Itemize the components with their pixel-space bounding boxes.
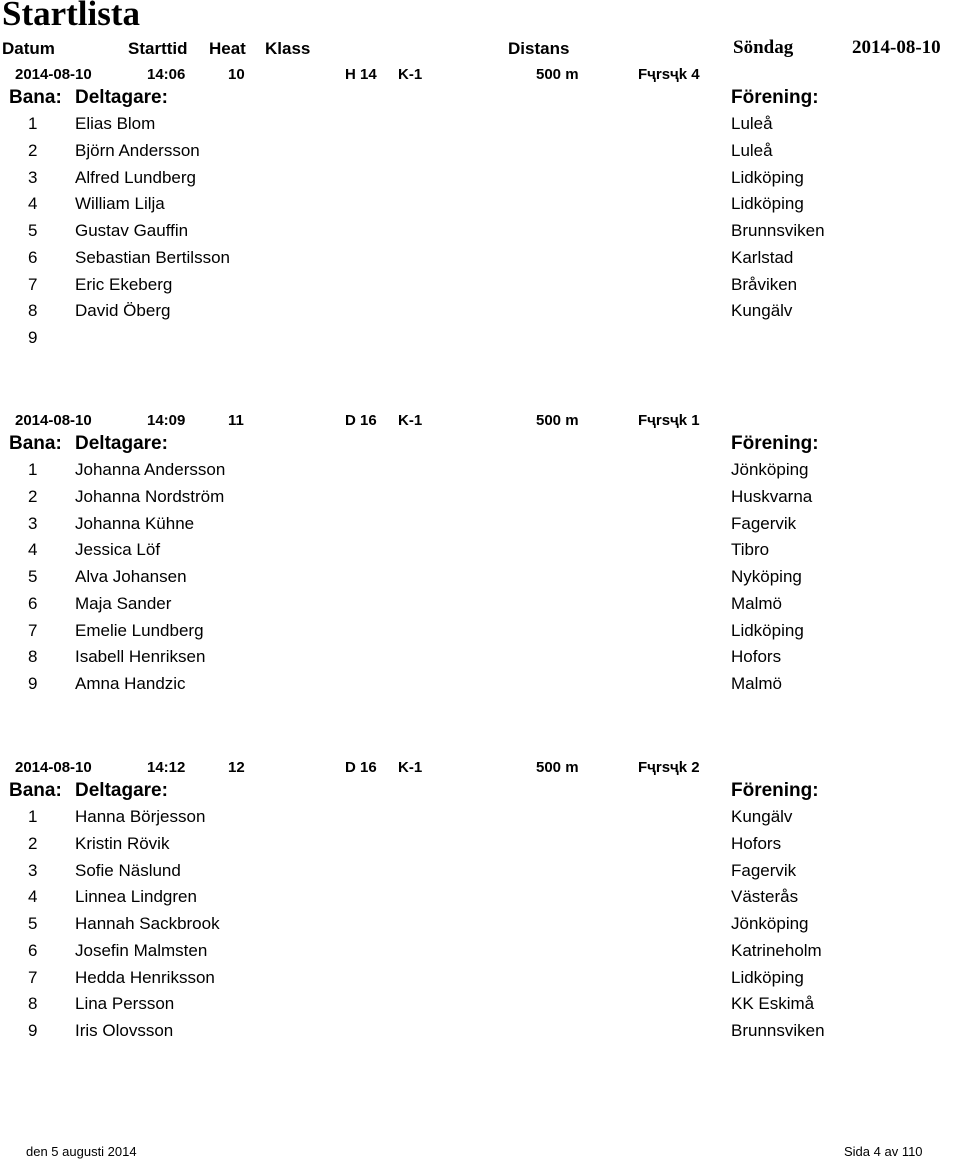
club-name: Hofors: [731, 647, 782, 667]
lane-number: 4: [28, 194, 38, 214]
club-name: Västerås: [731, 887, 799, 907]
participant-name: Johanna Kühne: [75, 513, 195, 533]
entry-row: [0, 114, 960, 141]
club-name: Bråviken: [731, 274, 798, 294]
heat-class: D 16: [345, 759, 377, 776]
label-bana: Bana:: [9, 87, 62, 108]
participant-name: Elias Blom: [75, 114, 156, 133]
heat-distance: 500 m: [536, 66, 579, 83]
header-heat: Heat: [209, 39, 246, 58]
heat-number: 12: [228, 759, 245, 776]
heat-boat-type: K-1: [398, 412, 423, 429]
club-name: Kungälv: [731, 807, 793, 826]
participant-name: Alva Johansen: [75, 567, 187, 586]
lane-number: 7: [28, 620, 38, 640]
entry-row: [0, 514, 960, 541]
participant-name: Jessica Löf: [75, 540, 161, 560]
participant-name: William Lilja: [75, 194, 165, 214]
entry-row: [0, 487, 960, 514]
heat-start-time: 14:06: [147, 66, 186, 83]
club-name: Huskvarna: [731, 486, 813, 506]
label-forening: Förening:: [731, 433, 819, 454]
participant-name: Sebastian Bertilsson: [75, 247, 230, 267]
participant-name: Isabell Henriksen: [75, 647, 206, 667]
participant-name: Josefin Malmsten: [75, 940, 208, 960]
entry-row: [0, 328, 960, 355]
entry-row: [0, 168, 960, 195]
participant-name: Hedda Henriksson: [75, 967, 215, 987]
entry-row: [0, 301, 960, 328]
lane-number: 4: [28, 887, 38, 907]
club-name: Lidköping: [731, 167, 804, 187]
label-forening: Förening:: [731, 780, 819, 801]
lane-number: 1: [28, 460, 38, 479]
participant-name: Iris Olovsson: [75, 1021, 174, 1040]
participant-name: Johanna Andersson: [75, 460, 226, 479]
entry-row: [0, 807, 960, 834]
entry-row: [0, 621, 960, 648]
label-forening: Förening:: [731, 87, 819, 108]
heat-round: Fҷrsҷk 2: [638, 759, 700, 776]
lane-number: 1: [28, 114, 38, 133]
club-name: Luleå: [731, 140, 773, 160]
lane-number: 6: [28, 940, 38, 960]
participant-name: Gustav Gauffin: [75, 221, 189, 240]
entry-row: [0, 1021, 960, 1048]
lane-number: 3: [28, 167, 38, 187]
club-name: Hofors: [731, 833, 782, 853]
lane-number: 3: [28, 513, 38, 533]
lane-number: 6: [28, 593, 38, 613]
participant-name: Emelie Lundberg: [75, 620, 204, 640]
label-deltagare: Deltagare:: [75, 87, 168, 108]
label-bana: Bana:: [9, 433, 62, 454]
heat-number: 10: [228, 66, 245, 83]
lane-number: 9: [28, 674, 38, 693]
club-name: Lidköping: [731, 620, 804, 640]
entry-row: [0, 567, 960, 594]
heat-start-time: 14:12: [147, 759, 186, 776]
participant-name: Hanna Börjesson: [75, 807, 206, 826]
lane-number: 8: [28, 994, 38, 1014]
entry-row: [0, 594, 960, 621]
club-name: Jönköping: [731, 460, 809, 479]
page-title: Startlista: [2, 0, 141, 33]
participant-name: Lina Persson: [75, 994, 175, 1014]
entry-row: [0, 194, 960, 221]
heat-round: Fҷrsҷk 1: [638, 412, 700, 429]
entry-row: [0, 460, 960, 487]
club-name: Fagervik: [731, 860, 797, 880]
entry-row: [0, 994, 960, 1021]
lane-number: 9: [28, 1021, 38, 1040]
participant-name: Björn Andersson: [75, 140, 200, 160]
lane-number: 7: [28, 967, 38, 987]
entry-row: [0, 275, 960, 302]
club-name: Nyköping: [731, 567, 802, 586]
lane-number: 5: [28, 567, 38, 586]
heat-block: [0, 66, 960, 411]
club-name: Brunnsviken: [731, 221, 825, 240]
club-name: Lidköping: [731, 967, 804, 987]
entry-row: [0, 647, 960, 674]
heat-boat-type: K-1: [398, 66, 423, 83]
club-name: Fagervik: [731, 513, 797, 533]
lane-number: 5: [28, 221, 38, 240]
participant-name: Amna Handzic: [75, 674, 186, 693]
entry-row: [0, 540, 960, 567]
label-deltagare: Deltagare:: [75, 433, 168, 454]
lane-number: 4: [28, 540, 38, 560]
club-name: Lidköping: [731, 194, 804, 214]
header-distans: Distans: [508, 39, 570, 58]
club-name: Katrineholm: [731, 940, 822, 960]
club-name: Luleå: [731, 114, 773, 133]
lane-number: 9: [28, 328, 38, 347]
footer-date: den 5 augusti 2014: [26, 1144, 137, 1159]
entry-row: [0, 834, 960, 861]
entry-row: [0, 887, 960, 914]
club-name: Karlstad: [731, 247, 794, 267]
club-name: Malmö: [731, 593, 783, 613]
entry-row: [0, 221, 960, 248]
heat-boat-type: K-1: [398, 759, 423, 776]
heat-block: [0, 759, 960, 1104]
participant-name: Linnea Lindgren: [75, 887, 197, 907]
entry-row: [0, 141, 960, 168]
participant-name: Alfred Lundberg: [75, 167, 196, 187]
entry-row: [0, 941, 960, 968]
heat-date: 2014-08-10: [15, 66, 92, 83]
heat-distance: 500 m: [536, 759, 579, 776]
entry-row: [0, 861, 960, 888]
club-name: Brunnsviken: [731, 1021, 825, 1040]
participant-name: Kristin Rövik: [75, 833, 170, 853]
lane-number: 1: [28, 807, 38, 826]
participant-name: David Öberg: [75, 301, 171, 321]
lane-number: 8: [28, 301, 38, 321]
label-deltagare: Deltagare:: [75, 780, 168, 801]
lane-number: 6: [28, 247, 38, 267]
heat-start-time: 14:09: [147, 412, 186, 429]
lane-number: 2: [28, 140, 38, 160]
footer-page-number: Sida 4 av 110: [844, 1144, 923, 1159]
header-datum: Datum: [2, 39, 55, 58]
header-klass: Klass: [265, 39, 311, 58]
participant-name: Maja Sander: [75, 593, 172, 613]
club-name: Jönköping: [731, 914, 809, 933]
heat-class: D 16: [345, 412, 377, 429]
participant-name: Sofie Näslund: [75, 860, 181, 880]
lane-number: 2: [28, 486, 38, 506]
heat-date: 2014-08-10: [15, 759, 92, 776]
header-day: Söndag: [733, 37, 794, 58]
heat-date: 2014-08-10: [15, 412, 92, 429]
heat-round: Fҷrsҷk 4: [638, 66, 700, 83]
heat-distance: 500 m: [536, 412, 579, 429]
heat-block: [0, 412, 960, 757]
entry-row: [0, 914, 960, 941]
header-starttid: Starttid: [128, 39, 188, 58]
club-name: KK Eskimå: [731, 994, 815, 1014]
entry-row: [0, 674, 960, 701]
entry-row: [0, 968, 960, 995]
club-name: Tibro: [731, 540, 770, 560]
club-name: Malmö: [731, 674, 783, 693]
heat-class: H 14: [345, 66, 377, 83]
lane-number: 8: [28, 647, 38, 667]
header-date: 2014-08-10: [852, 37, 941, 58]
lane-number: 2: [28, 833, 38, 853]
lane-number: 3: [28, 860, 38, 880]
participant-name: Hannah Sackbrook: [75, 914, 220, 933]
entry-row: [0, 248, 960, 275]
participant-name: Eric Ekeberg: [75, 274, 173, 294]
label-bana: Bana:: [9, 780, 62, 801]
heat-number: 11: [228, 412, 244, 429]
club-name: Kungälv: [731, 301, 793, 321]
participant-name: Johanna Nordström: [75, 486, 225, 506]
lane-number: 7: [28, 274, 38, 294]
lane-number: 5: [28, 914, 38, 933]
